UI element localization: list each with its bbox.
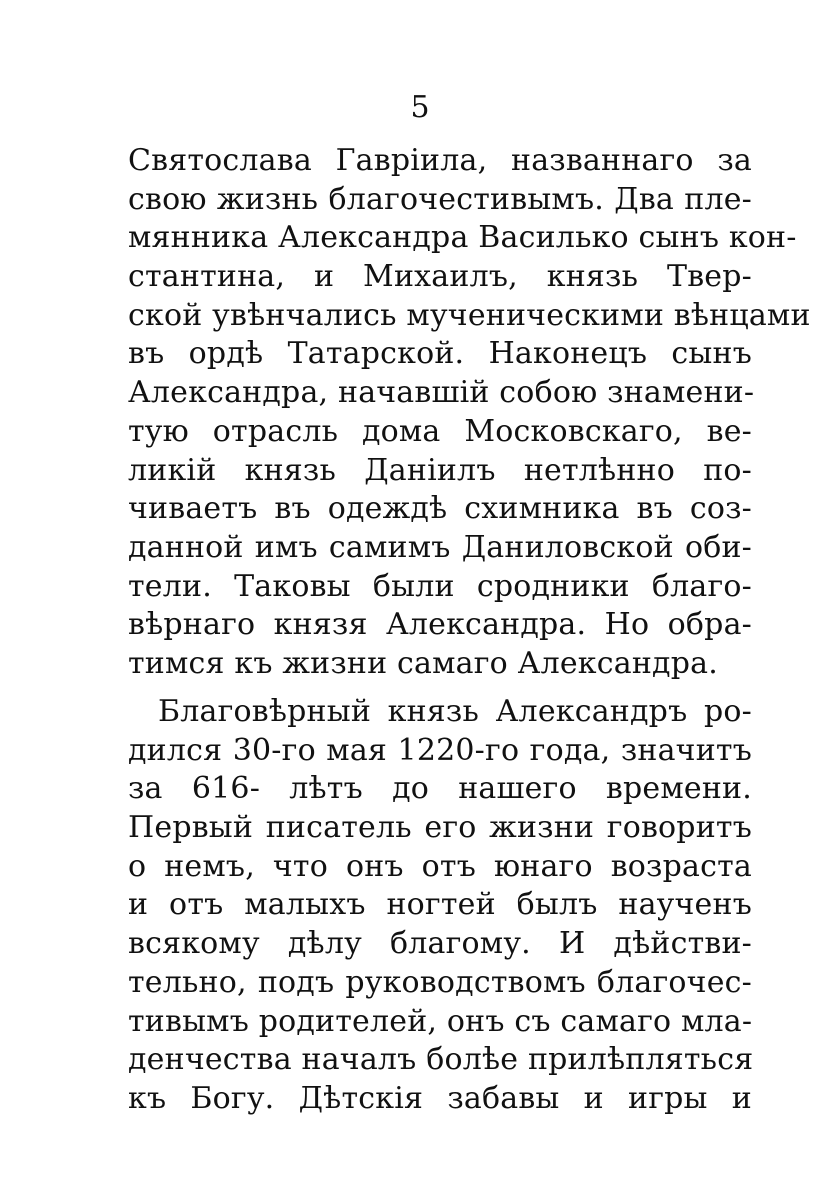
text-line: тельно, подъ руководствомъ благочес- xyxy=(128,964,752,1000)
paragraph-2 xyxy=(128,693,752,1119)
text-line: чиваетъ въ одеждѣ схимника въ соз- xyxy=(128,491,752,527)
text-line: ликiй князь Данiилъ нетлѣнно по- xyxy=(128,452,752,488)
text-line: и отъ малыхъ ногтей былъ наученъ xyxy=(128,887,752,923)
text-line: тивымъ родителей, онъ съ самаго мла- xyxy=(128,1003,753,1039)
paragraph-1 xyxy=(128,142,811,684)
text-line: стантина, и Михаилъ, князь Твер- xyxy=(128,259,752,295)
text-line: Первый писатель его жизни говоритъ xyxy=(128,810,752,846)
text-line: денчества началъ болѣе прилѣпляться xyxy=(128,1042,754,1078)
text-line: вѣрнаго князя Александра. Но обра- xyxy=(128,607,752,643)
text-line: тели. Таковы были сродники благо- xyxy=(128,568,752,604)
text-line: дился 30-го мая 1220-го года, значитъ xyxy=(128,732,752,768)
text-line: ской увѣнчались мученическими вѣнцами xyxy=(128,297,811,333)
page-number: 5 xyxy=(410,90,430,125)
text-line: свою жизнь благочестивымъ. Два пле- xyxy=(128,181,752,217)
text-line: тую отрасль дома Московскаго, ве- xyxy=(128,413,752,449)
text-line: къ Богу. Дѣтскiя забавы и игры и xyxy=(128,1080,752,1116)
text-line: мянника Александра Василько сынъ кон- xyxy=(128,220,797,256)
text-line: Святослава Гаврiила, названнаго за xyxy=(128,143,752,178)
text-line: данной имъ самимъ Даниловской оби- xyxy=(128,529,752,565)
text-line: въ ордѣ Татарской. Наконецъ сынъ xyxy=(128,336,752,372)
text-line: всякому дѣлу благому. И дѣйстви- xyxy=(128,926,752,962)
text-line: тимся къ жизни самаго Александра. xyxy=(128,645,718,681)
text-line: за 616- лѣтъ до нашего времени. xyxy=(128,771,752,807)
text-line: о немъ, что онъ отъ юнаго возраста xyxy=(128,848,752,884)
text-line: Благовѣрный князь Александръ ро- xyxy=(158,694,752,729)
text-line: Александра, начавшiй собою знамени- xyxy=(128,375,755,411)
